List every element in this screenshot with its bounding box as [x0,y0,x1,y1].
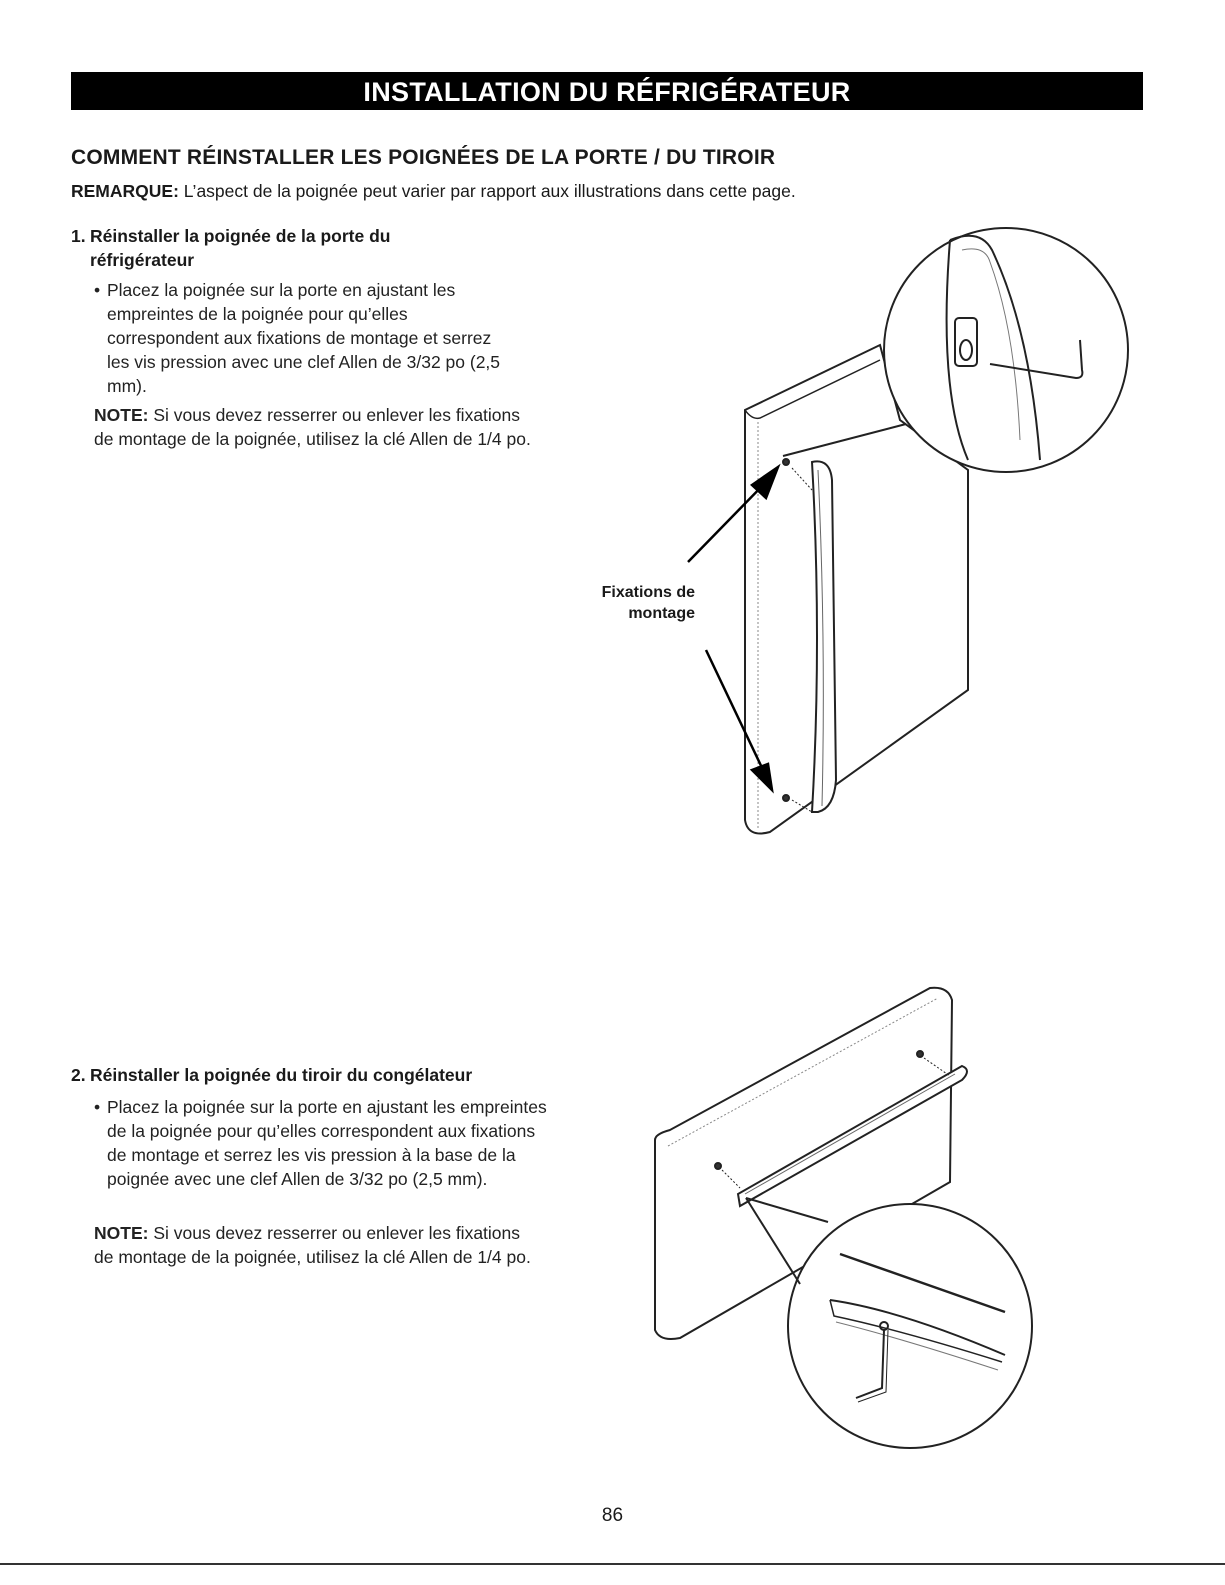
step1-number: 1. [71,226,86,246]
remark-label: REMARQUE: [71,181,179,201]
callout-line1: Fixations de [601,584,695,601]
step1-note-text: Si vous devez resserrer ou enlever les fixations de montage de la poignée, utilisez la clé Allen de 1/4 po. [94,405,531,449]
step1-note-label: NOTE: [94,405,149,425]
section-heading: COMMENT RÉINSTALLER LES POIGNÉES DE LA PORTE / DU TIROIR [71,146,776,169]
step1-bullet-text: Placez la poignée sur la porte en ajustant les empreintes de la poignée pour qu’elles correspondent aux fixations de montage et serrez les vis pression avec une clef Allen de 3/32 po (2,5 mm). [107,280,501,396]
page-banner: INSTALLATION DU RÉFRIGÉRATEUR [71,72,1143,110]
step2-bullet-text: Placez la poignée sur la porte en ajustant les empreintes de la poignée pour qu’elles correspondent aux fixations de montage et serrez les vis pression à la base de la poignée avec une clef Allen de 3/32 po (2,5 mm). [107,1097,547,1189]
step1-title-line2: réfrigérateur [90,250,195,270]
callout-line2: montage [628,605,695,622]
step2-note-label: NOTE: [94,1223,149,1243]
step2-note-text: Si vous devez resserrer ou enlever les fixations de montage de la poignée, utilisez la clé Allen de 1/4 po. [94,1223,531,1267]
page-number: 86 [601,1505,624,1526]
remark-text: L’aspect de la poignée peut varier par rapport aux illustrations dans cette page. [178,181,796,201]
bottom-rule [0,1563,1225,1565]
bullet-dot: • [94,280,101,300]
bullet-dot: • [94,1097,101,1117]
step2-title-text: Réinstaller la poignée du tiroir du congélateur [90,1065,473,1085]
step2-number: 2. [71,1065,86,1085]
step1-title-line1: Réinstaller la poignée de la porte du [90,226,391,246]
